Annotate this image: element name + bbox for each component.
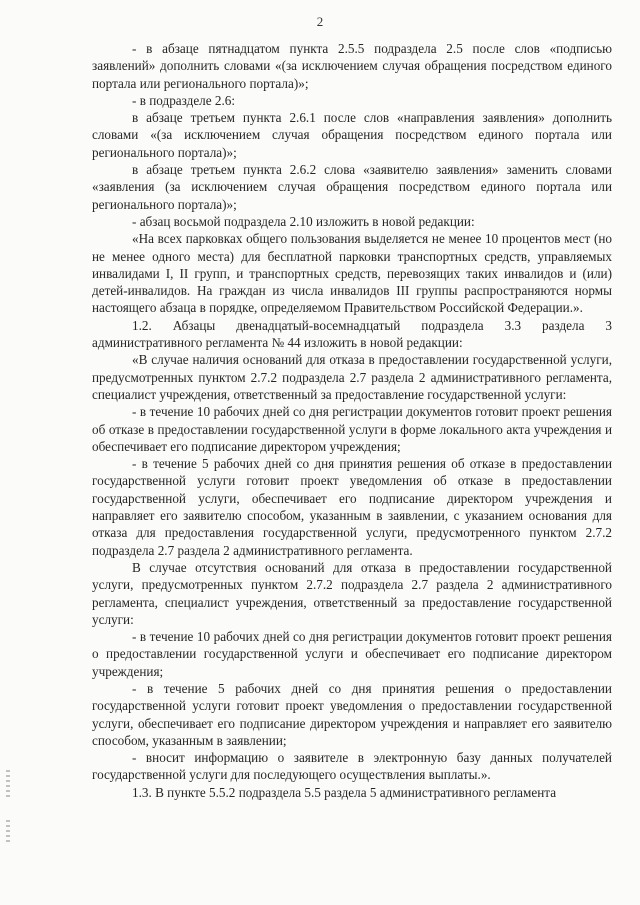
paragraph: «На всех парковках общего пользования выделяется не менее 10 процентов мест (но не менее одного места) для бесплатной парковки транспортных средств, управляемых инвалидами I, II групп, и транспортных средств, перевозящих таких инвалидов и (или) детей-инвалидов. На граждан из числа инвалидов III группы распространяются нормы настоящего абзаца в порядке, определяемом Правительством Российской Федерации.». xyxy=(92,231,612,316)
paragraph: 1.3. В пункте 5.5.2 подраздела 5.5 раздела 5 административного регламента xyxy=(132,784,557,800)
paragraph: - в абзаце пятнадцатом пункта 2.5.5 подраздела 2.5 после слов «подписью заявлений» дополнить словами «(за исключением случая обращения посредством единого портала или регионального портала)»; xyxy=(92,41,612,91)
paragraph: «В случае наличия оснований для отказа в предоставлении государственной услуги, предусмотренных пунктом 2.7.2 подраздела 2.7 раздела 2 административного регламента, специалист учреждения, ответственный за предоставление государственной услуги: xyxy=(92,352,612,402)
paragraph: В случае отсутствия оснований для отказа в предоставлении государственной услуги, предусмотренных пунктом 2.7.2 подраздела 2.7 раздела 2 административного регламента, специалист учреждения, ответственный за предоставление государственной услуги: xyxy=(92,559,612,627)
page-number: 2 xyxy=(316,14,324,29)
paragraph: 1.2. Абзацы двенадцатый-восемнадцатый подраздела 3.3 раздела 3 административного регламента № 44 изложить в новой редакции: xyxy=(92,317,612,351)
paragraph: - вносит информацию о заявителе в электронную базу данных получателей государственной услуги для последующего осуществления выплаты.». xyxy=(92,750,612,783)
paragraph: - в подразделе 2.6: xyxy=(132,92,236,108)
scan-margin-mark xyxy=(6,770,10,798)
paragraph: - абзац восьмой подраздела 2.10 изложить в новой редакции: xyxy=(132,213,475,229)
paragraph: - в течение 10 рабочих дней со дня регистрации документов готовит проект решения об отказе в предоставлении государственной услуги в форме локального акта учреждения и обеспечивает его подписание директором учреждения; xyxy=(92,404,612,454)
scan-margin-mark xyxy=(6,820,10,844)
paragraph: - в течение 10 рабочих дней со дня регистрации документов готовит проект решения о предоставлении государственной услуги и обеспечивает его подписание директором учреждения; xyxy=(92,629,612,679)
paragraph: в абзаце третьем пункта 2.6.2 слова «заявителю заявления» заменить словами «заявления (за исключением случая обращения посредством единого портала или регионального портала)»; xyxy=(92,162,612,212)
document-body xyxy=(92,40,612,801)
paragraph: - в течение 5 рабочих дней со дня принятия решения об отказе в предоставлении государственной услуги готовит проект уведомления об отказе в предоставлении государственной услуги, обеспечивает его подписание директором учреждения и направляет его заявителю способом, указанным в заявлении, с указанием основания для отказа для предоставления государственной услуги, предусмотренного пунктом 2.7.2 подраздела 2.7 раздела 2 административного регламента. xyxy=(92,456,612,558)
paragraph: - в течение 5 рабочих дней со дня принятия решения о предоставлении государственной услуги готовит проект уведомления о предоставлении государственной услуги, обеспечивает его подписание директором учреждения и направляет его заявителю способом, указанным в заявлении; xyxy=(92,680,612,748)
paragraph: в абзаце третьем пункта 2.6.1 после слов «направления заявления» дополнить словами «(за исключением случая обращения посредством единого портала или регионального портала)»; xyxy=(92,110,612,160)
